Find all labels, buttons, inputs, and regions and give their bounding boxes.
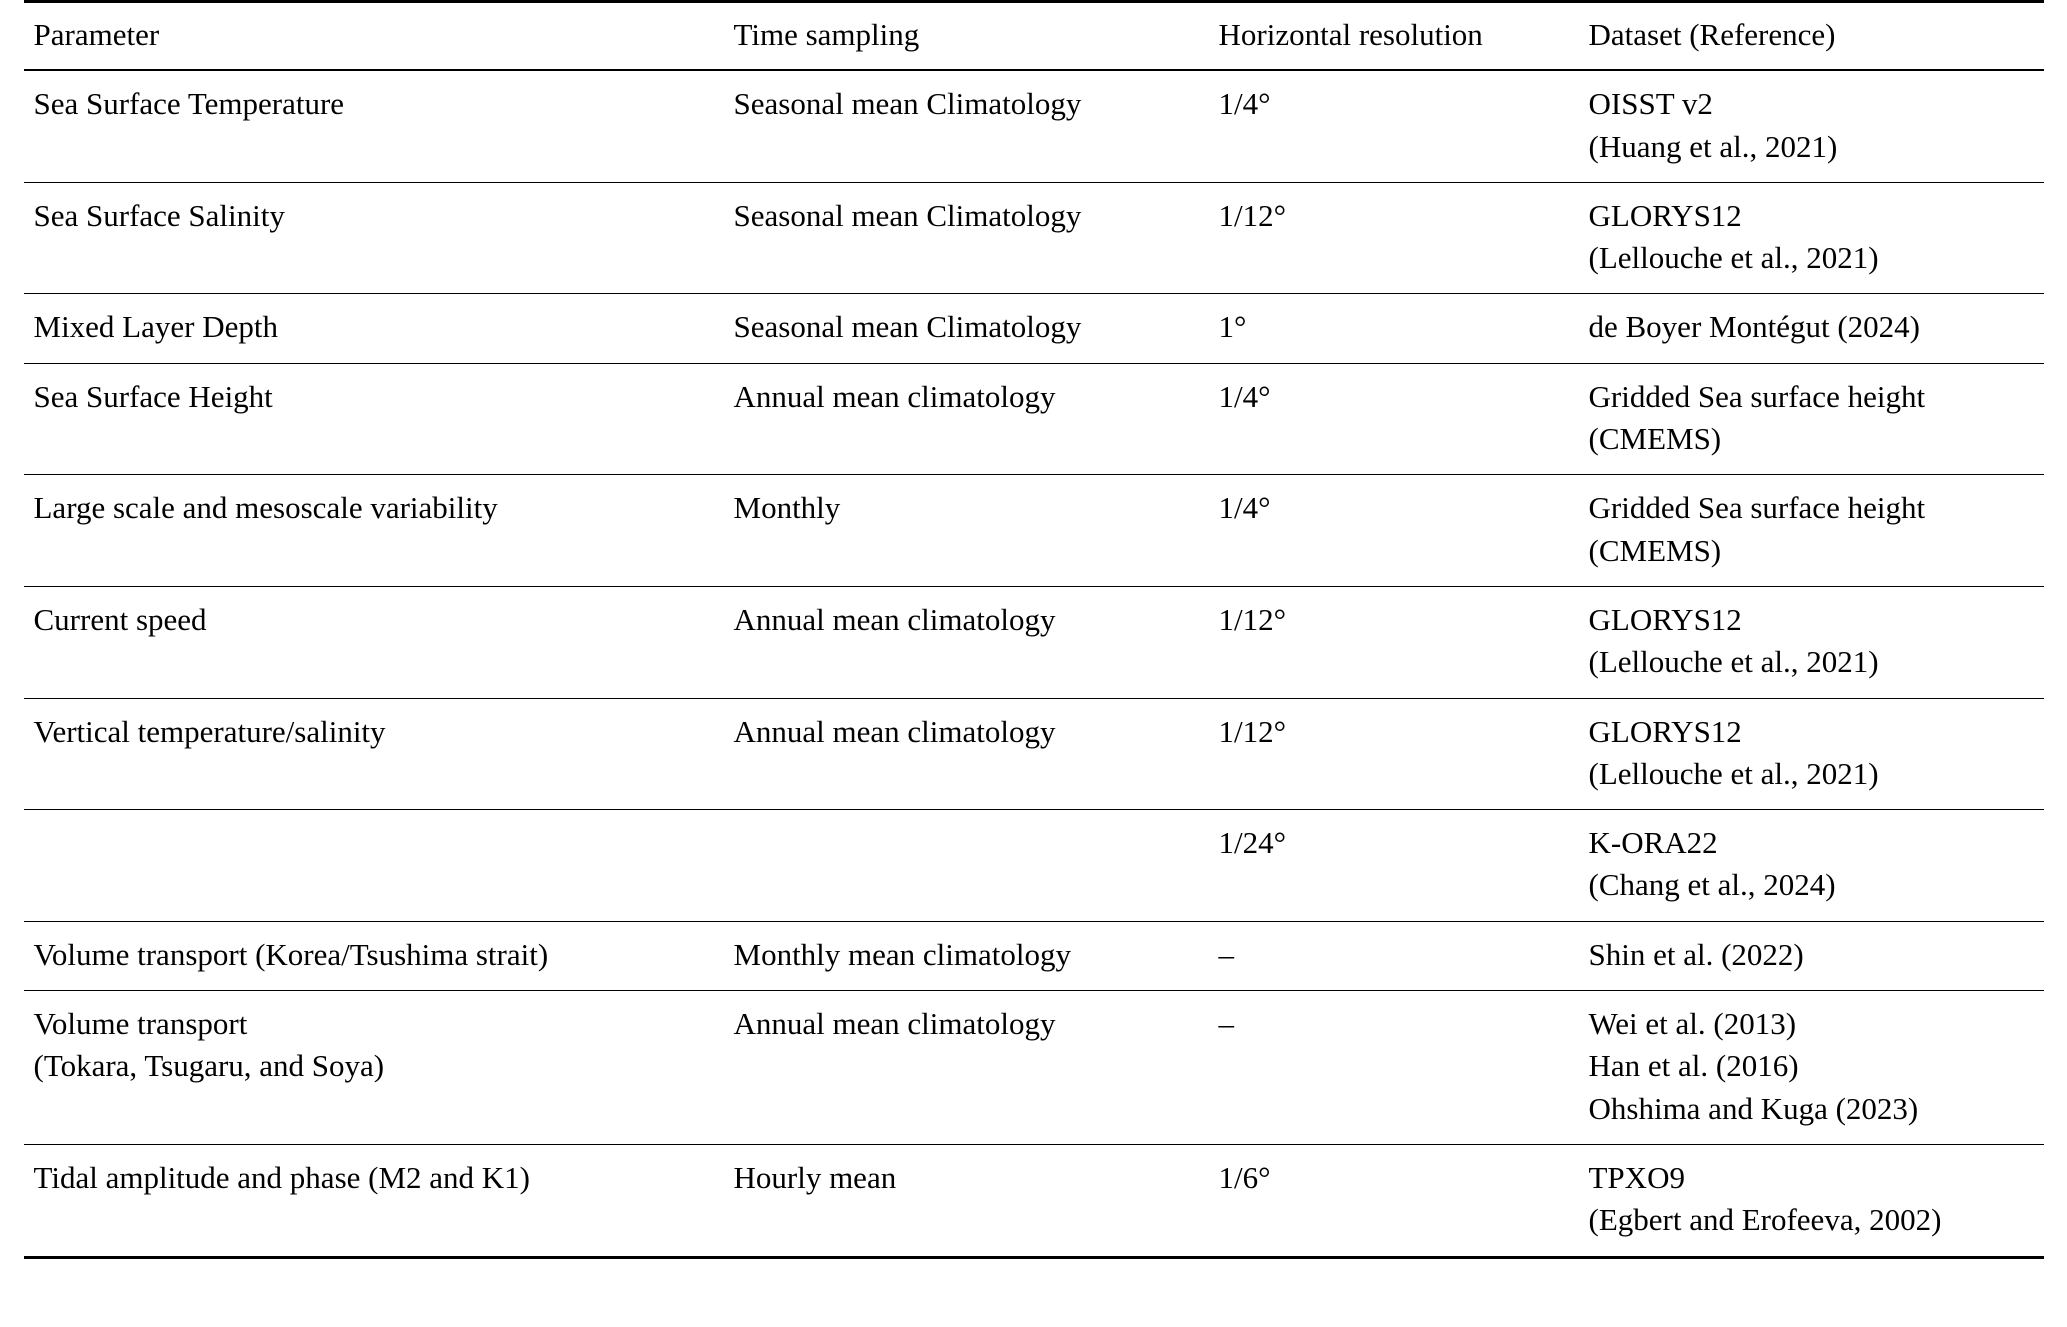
cell-parameter (24, 363, 724, 475)
cell-line: Wei et al. (2013) (1588, 1006, 1797, 1042)
table-header-row (24, 2, 2044, 71)
cell-time-sampling (724, 363, 1209, 475)
cell-line: 1/12° (1218, 713, 1287, 749)
table-row (24, 991, 2044, 1145)
cell-line: (CMEMS) (1588, 421, 1722, 457)
cell-line: Annual mean climatology (733, 601, 1056, 637)
cell-line: Sea Surface Salinity (33, 197, 285, 233)
cell-line: (Lellouche et al., 2021) (1588, 755, 1879, 791)
cell-horizontal-resolution (1209, 921, 1579, 990)
cell-parameter (24, 810, 724, 922)
column-header-horizontal-resolution: Horizontal resolution (1209, 2, 1579, 71)
cell-line: Monthly (733, 490, 841, 526)
table-header (24, 2, 2044, 71)
cell-time-sampling (724, 586, 1209, 698)
cell-line: Volume transport (33, 1006, 248, 1042)
cell-line: GLORYS12 (1588, 197, 1742, 233)
cell-parameter (24, 475, 724, 587)
cell-line: Shin et al. (2022) (1588, 936, 1804, 972)
table-row (24, 294, 2044, 363)
cell-time-sampling (724, 810, 1209, 922)
cell-line: 1/12° (1218, 197, 1287, 233)
parameters-table (24, 0, 2044, 1259)
cell-time-sampling (724, 698, 1209, 810)
cell-line: Hourly mean (733, 1159, 897, 1195)
cell-horizontal-resolution (1209, 1144, 1579, 1257)
table-row (24, 182, 2044, 294)
cell-line: (Chang et al., 2024) (1588, 867, 1836, 903)
cell-line: (Lellouche et al., 2021) (1588, 644, 1879, 680)
table-row (24, 586, 2044, 698)
cell-line: (Egbert and Erofeeva, 2002) (1588, 1202, 1942, 1238)
cell-parameter (24, 182, 724, 294)
table-row (24, 1144, 2044, 1257)
cell-parameter (24, 1144, 724, 1257)
cell-time-sampling (724, 1144, 1209, 1257)
cell-line: 1/4° (1218, 490, 1271, 526)
cell-horizontal-resolution (1209, 363, 1579, 475)
cell-line: OISST v2 (1588, 86, 1713, 122)
cell-line: – (1218, 1006, 1234, 1042)
cell-parameter (24, 294, 724, 363)
cell-line: (CMEMS) (1588, 532, 1722, 568)
column-header-time-sampling: Time sampling (724, 2, 1209, 71)
cell-line: Tidal amplitude and phase (M2 and K1) (33, 1159, 530, 1195)
column-header-dataset-reference: Dataset (Reference) (1579, 2, 2044, 71)
cell-parameter (24, 921, 724, 990)
cell-dataset-reference (1579, 294, 2044, 363)
cell-dataset-reference (1579, 182, 2044, 294)
cell-line: 1/4° (1218, 378, 1271, 414)
cell-dataset-reference (1579, 70, 2044, 182)
cell-dataset-reference (1579, 1144, 2044, 1257)
cell-horizontal-resolution (1209, 991, 1579, 1145)
table-row (24, 810, 2044, 922)
cell-line: (Tokara, Tsugaru, and Soya) (33, 1048, 385, 1084)
cell-line: – (1218, 936, 1234, 972)
cell-line: 1/6° (1218, 1159, 1271, 1195)
cell-line: Large scale and mesoscale variability (33, 490, 498, 526)
cell-horizontal-resolution (1209, 182, 1579, 294)
cell-line: Annual mean climatology (733, 378, 1056, 414)
cell-dataset-reference (1579, 921, 2044, 990)
cell-line: Gridded Sea surface height (1588, 490, 1926, 526)
cell-line: Ohshima and Kuga (2023) (1588, 1090, 1919, 1126)
cell-line: Mixed Layer Depth (33, 309, 278, 345)
cell-dataset-reference (1579, 475, 2044, 587)
cell-line: Gridded Sea surface height (1588, 378, 1926, 414)
table-row (24, 698, 2044, 810)
cell-dataset-reference (1579, 586, 2044, 698)
cell-line: de Boyer Montégut (2024) (1588, 309, 1920, 345)
cell-line: Annual mean climatology (733, 713, 1056, 749)
table-body (24, 70, 2044, 1257)
column-header-parameter: Parameter (24, 2, 724, 71)
cell-line: Seasonal mean Climatology (733, 197, 1082, 233)
cell-line: TPXO9 (1588, 1159, 1685, 1195)
table-row (24, 363, 2044, 475)
cell-dataset-reference (1579, 810, 2044, 922)
empty-cell (734, 823, 1199, 863)
cell-line: (Huang et al., 2021) (1588, 128, 1838, 164)
cell-time-sampling (724, 294, 1209, 363)
cell-time-sampling (724, 991, 1209, 1145)
cell-time-sampling (724, 182, 1209, 294)
cell-line: GLORYS12 (1588, 713, 1742, 749)
cell-line: GLORYS12 (1588, 601, 1742, 637)
cell-line: Current speed (33, 601, 207, 637)
empty-cell (34, 823, 714, 863)
cell-horizontal-resolution (1209, 294, 1579, 363)
cell-line: Vertical temperature/salinity (33, 713, 386, 749)
table-row (24, 475, 2044, 587)
cell-time-sampling (724, 921, 1209, 990)
cell-horizontal-resolution (1209, 475, 1579, 587)
cell-line: Monthly mean climatology (733, 936, 1072, 972)
cell-dataset-reference (1579, 363, 2044, 475)
cell-line: 1/12° (1218, 601, 1287, 637)
cell-line: Annual mean climatology (733, 1006, 1056, 1042)
cell-dataset-reference (1579, 698, 2044, 810)
cell-horizontal-resolution (1209, 810, 1579, 922)
cell-line: Han et al. (2016) (1588, 1048, 1799, 1084)
cell-dataset-reference (1579, 991, 2044, 1145)
table-row (24, 70, 2044, 182)
cell-line: Seasonal mean Climatology (733, 309, 1082, 345)
cell-horizontal-resolution (1209, 70, 1579, 182)
cell-line: 1/24° (1218, 825, 1287, 861)
cell-line: K-ORA22 (1588, 825, 1718, 861)
cell-line: 1° (1218, 309, 1247, 345)
cell-horizontal-resolution (1209, 698, 1579, 810)
cell-time-sampling (724, 70, 1209, 182)
cell-horizontal-resolution (1209, 586, 1579, 698)
cell-line: Volume transport (Korea/Tsushima strait) (33, 936, 549, 972)
cell-parameter (24, 70, 724, 182)
cell-parameter (24, 991, 724, 1145)
cell-line: Sea Surface Height (33, 378, 273, 414)
cell-parameter (24, 698, 724, 810)
cell-line: 1/4° (1218, 86, 1271, 122)
cell-line: Seasonal mean Climatology (733, 86, 1082, 122)
cell-time-sampling (724, 475, 1209, 587)
cell-line: Sea Surface Temperature (33, 86, 345, 122)
cell-parameter (24, 586, 724, 698)
table-row (24, 921, 2044, 990)
cell-line: (Lellouche et al., 2021) (1588, 240, 1879, 276)
